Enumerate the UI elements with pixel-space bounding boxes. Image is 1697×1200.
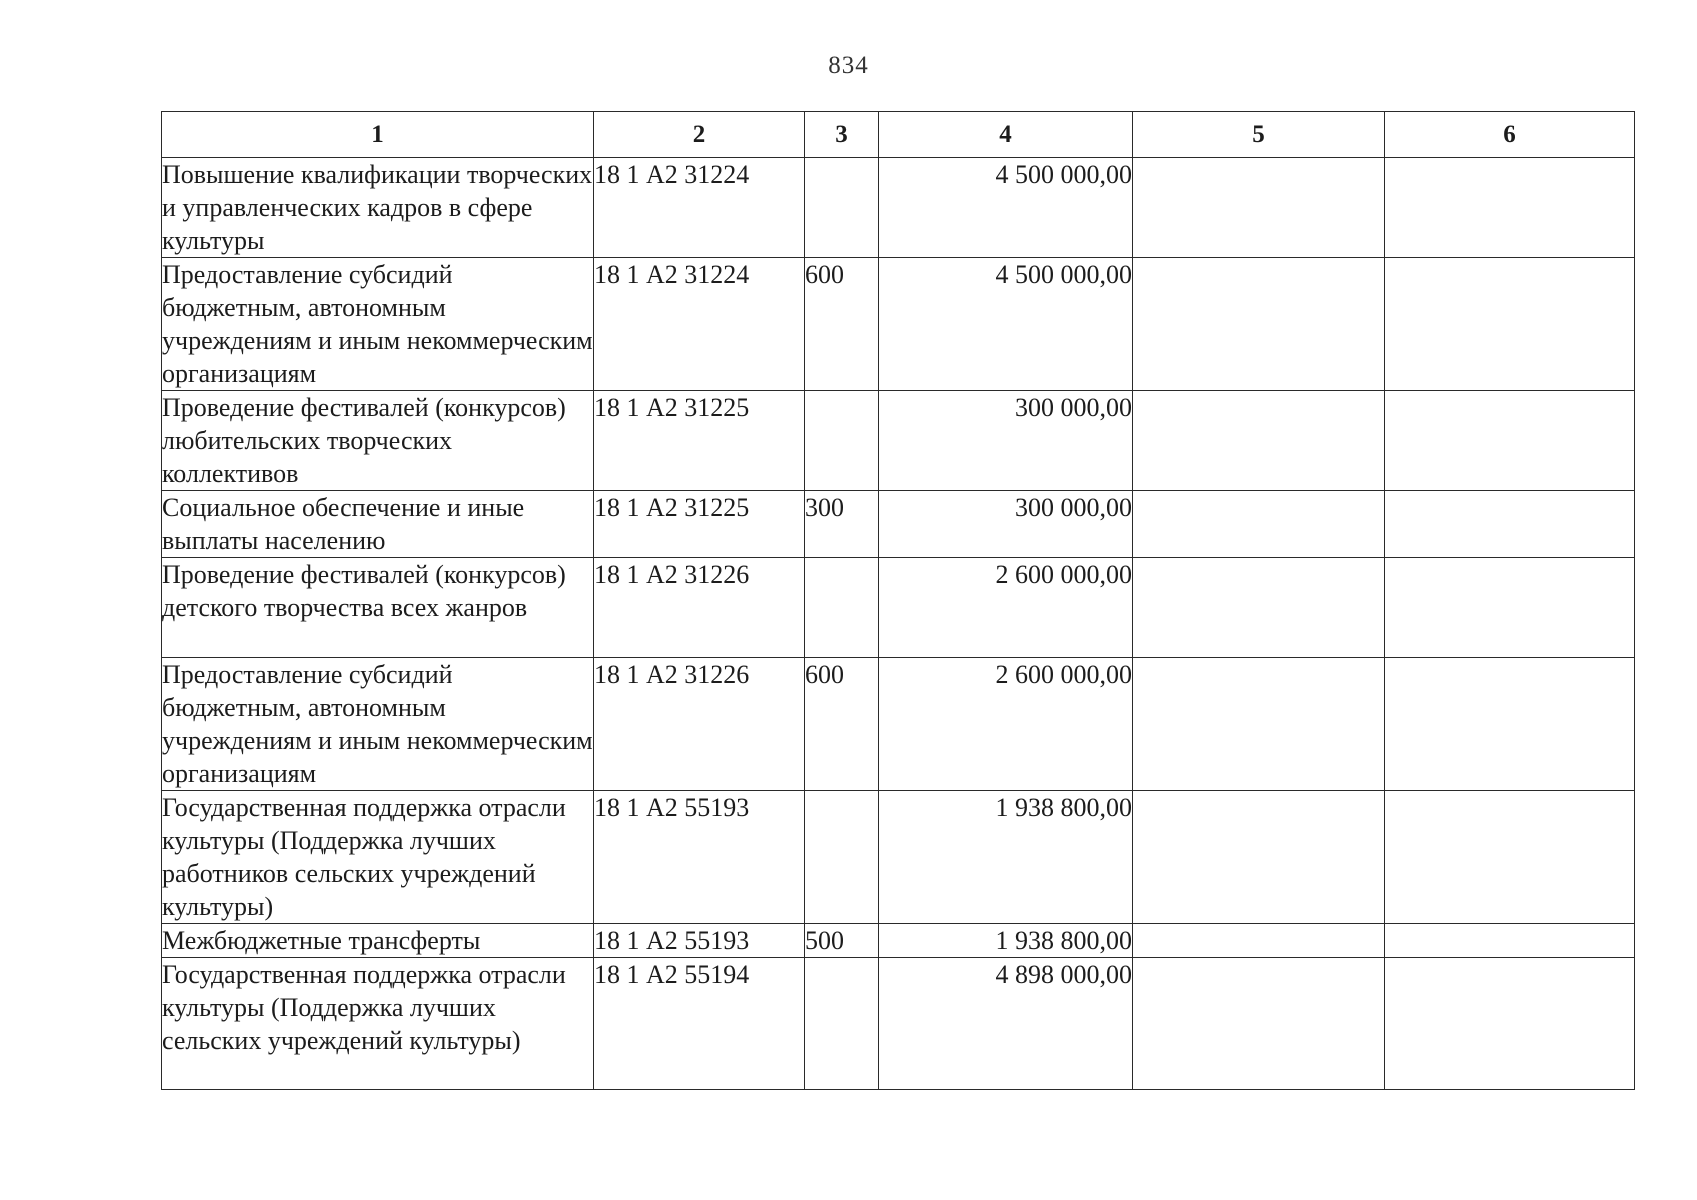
target-code: 18 1 А2 55193	[594, 924, 805, 958]
column-header-1: 1	[162, 112, 594, 158]
target-code: 18 1 А2 55193	[594, 791, 805, 924]
column-5-cell	[1133, 158, 1385, 258]
column-6-cell	[1385, 958, 1635, 1090]
expense-type	[805, 558, 879, 658]
amount: 300 000,00	[879, 491, 1133, 558]
expense-type	[805, 391, 879, 491]
target-code: 18 1 А2 31224	[594, 158, 805, 258]
expense-name: Государственная поддержка отрасли культуры (Поддержка лучших сельских учреждений культуры)	[162, 958, 594, 1090]
column-5-cell	[1133, 491, 1385, 558]
column-6-cell	[1385, 391, 1635, 491]
budget-table	[161, 111, 1635, 1090]
target-code: 18 1 А2 31224	[594, 258, 805, 391]
amount: 2 600 000,00	[879, 558, 1133, 658]
expense-type	[805, 791, 879, 924]
column-6-cell	[1385, 924, 1635, 958]
table-row	[162, 158, 1635, 258]
amount: 2 600 000,00	[879, 658, 1133, 791]
target-code: 18 1 А2 31226	[594, 558, 805, 658]
column-6-cell	[1385, 258, 1635, 391]
expense-name: Проведение фестивалей (конкурсов) детского творчества всех жанров	[162, 558, 594, 658]
expense-name: Предоставление субсидий бюджетным, автономным учреждениям и иным некоммерческим организациям	[162, 658, 594, 791]
target-code: 18 1 А2 31225	[594, 491, 805, 558]
column-5-cell	[1133, 791, 1385, 924]
column-header-4: 4	[879, 112, 1133, 158]
expense-type: 500	[805, 924, 879, 958]
expense-name: Социальное обеспечение и иные выплаты населению	[162, 491, 594, 558]
target-code: 18 1 А2 31226	[594, 658, 805, 791]
target-code: 18 1 А2 55194	[594, 958, 805, 1090]
table-row	[162, 491, 1635, 558]
table-row	[162, 958, 1635, 1090]
column-6-cell	[1385, 158, 1635, 258]
table-row	[162, 791, 1635, 924]
expense-name: Проведение фестивалей (конкурсов) любительских творческих коллективов	[162, 391, 594, 491]
column-6-cell	[1385, 491, 1635, 558]
expense-name: Повышение квалификации творческих и управленческих кадров в сфере культуры	[162, 158, 594, 258]
amount: 300 000,00	[879, 391, 1133, 491]
expense-type: 600	[805, 258, 879, 391]
amount: 1 938 800,00	[879, 924, 1133, 958]
target-code: 18 1 А2 31225	[594, 391, 805, 491]
expense-name: Межбюджетные трансферты	[162, 924, 594, 958]
expense-name: Государственная поддержка отрасли культуры (Поддержка лучших работников сельских учреждений культуры)	[162, 791, 594, 924]
amount: 4 898 000,00	[879, 958, 1133, 1090]
column-6-cell	[1385, 558, 1635, 658]
column-5-cell	[1133, 658, 1385, 791]
column-6-cell	[1385, 791, 1635, 924]
column-6-cell	[1385, 658, 1635, 791]
table-row	[162, 558, 1635, 658]
column-5-cell	[1133, 958, 1385, 1090]
column-5-cell	[1133, 391, 1385, 491]
expense-type	[805, 158, 879, 258]
column-header-3: 3	[805, 112, 879, 158]
column-5-cell	[1133, 924, 1385, 958]
amount: 4 500 000,00	[879, 258, 1133, 391]
column-header-2: 2	[594, 112, 805, 158]
table-row	[162, 924, 1635, 958]
table-row	[162, 658, 1635, 791]
expense-type: 600	[805, 658, 879, 791]
column-5-cell	[1133, 258, 1385, 391]
column-header-5: 5	[1133, 112, 1385, 158]
page-number: 834	[828, 52, 869, 79]
header-row	[162, 112, 1635, 158]
expense-type	[805, 958, 879, 1090]
table-row	[162, 391, 1635, 491]
expense-name: Предоставление субсидий бюджетным, автономным учреждениям и иным некоммерческим организациям	[162, 258, 594, 391]
expense-type: 300	[805, 491, 879, 558]
amount: 4 500 000,00	[879, 158, 1133, 258]
column-header-6: 6	[1385, 112, 1635, 158]
amount: 1 938 800,00	[879, 791, 1133, 924]
table-row	[162, 258, 1635, 391]
column-5-cell	[1133, 558, 1385, 658]
